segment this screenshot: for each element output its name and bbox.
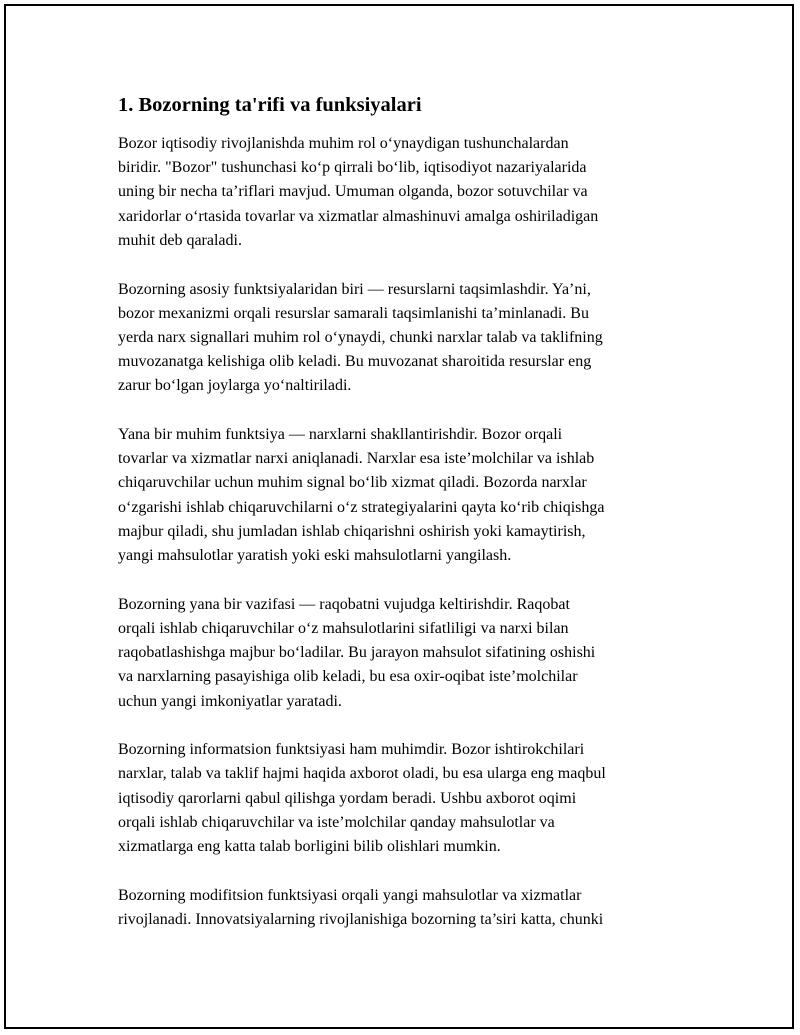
paragraph-modification: [118, 884, 688, 932]
section-heading: 1. Bozorning ta'rifi va funksiyalari: [118, 94, 422, 116]
text-line: Bozorning informatsion funktsiyasi ham muhimdir. Bozor ishtirokchilari: [118, 741, 585, 759]
text-line: bozor mexanizmi orqali resurslar samarali taqsimlanishi ta’minlanadi. Bu: [118, 304, 589, 322]
text-line: Bozorning asosiy funktsiyalaridan biri — resurslarni taqsimlashdir. Ya’ni,: [118, 280, 591, 298]
paragraph-competition: [118, 593, 688, 714]
paragraph-information: [118, 738, 688, 859]
text-line: xaridorlar o‘rtasida tovarlar va xizmatlar almashinuvi amalga oshiriladigan: [118, 207, 599, 225]
text-line: rivojlanadi. Innovatsiyalarning rivojlanishiga bozorning ta’siri katta, chunki: [118, 910, 604, 928]
text-line: o‘zgarishi ishlab chiqaruvchilarni o‘z strategiyalarini qayta ko‘rib chiqishga: [118, 498, 605, 516]
document-body: [118, 92, 688, 957]
paragraph-price-formation: [118, 423, 688, 568]
text-line: narxlar, talab va taklif hajmi haqida axborot oladi, bu esa ularga eng maqbul: [118, 765, 606, 783]
text-line: zarur bo‘lgan joylarga yo‘naltiriladi.: [118, 377, 352, 395]
text-line: tovarlar va xizmatlar narxi aniqlanadi. Narxlar esa iste’molchilar va ishlab: [118, 450, 595, 468]
text-line: Bozorning yana bir vazifasi — raqobatni vujudga keltirishdir. Raqobat: [118, 595, 570, 613]
text-line: Bozorning modifitsion funktsiyasi orqali yangi mahsulotlar va xizmatlar: [118, 886, 582, 904]
text-line: Yana bir muhim funktsiya — narxlarni shakllantirishdir. Bozor orqali: [118, 426, 563, 444]
text-line: muvozanatga kelishiga olib keladi. Bu muvozanat sharoitida resurslar eng: [118, 353, 592, 371]
text-line: chiqaruvchilar uchun muhim signal bo‘lib xizmat qiladi. Bozorda narxlar: [118, 474, 587, 492]
text-line: va narxlarning pasayishiga olib keladi, bu esa oxir-oqibat iste’molchilar: [118, 668, 578, 686]
text-line: iqtisodiy qarorlarni qabul qilishga yordam beradi. Ushbu axborot oqimi: [118, 789, 577, 807]
text-line: muhit deb qaraladi.: [118, 231, 242, 249]
text-line: uchun yangi imkoniyatlar yaratadi.: [118, 692, 342, 710]
text-line: orqali ishlab chiqaruvchilar o‘z mahsulotlarini sifatliligi va narxi bilan: [118, 619, 569, 637]
text-line: Bozor iqtisodiy rivojlanishda muhim rol o‘ynaydigan tushunchalardan: [118, 135, 569, 152]
text-line: majbur qiladi, shu jumladan ishlab chiqarishni oshirish yoki kamaytirish,: [118, 522, 586, 540]
text-line: uning bir necha ta’riflari mavjud. Umuman olganda, bozor sotuvchilar va: [118, 183, 588, 201]
text-line: orqali ishlab chiqaruvchilar va iste’molchilar qanday mahsulotlar va: [118, 813, 555, 831]
paragraph-definition: [118, 132, 688, 253]
text-line: xizmatlarga eng katta talab borligini bilib olishlari mumkin.: [118, 838, 501, 856]
paragraph-resource-allocation: [118, 278, 688, 399]
text-line: biridir. "Bozor" tushunchasi ko‘p qirrali bo‘lib, iqtisodiyot nazariyalarida: [118, 159, 587, 177]
text-line: yangi mahsulotlar yaratish yoki eski mahsulotlarni yangilash.: [118, 547, 512, 565]
text-line: yerda narx signallari muhim rol o‘ynaydi, chunki narxlar talab va taklifning: [118, 328, 603, 346]
text-line: raqobatlashishga majbur bo‘ladilar. Bu jarayon mahsulot sifatining oshishi: [118, 644, 596, 662]
